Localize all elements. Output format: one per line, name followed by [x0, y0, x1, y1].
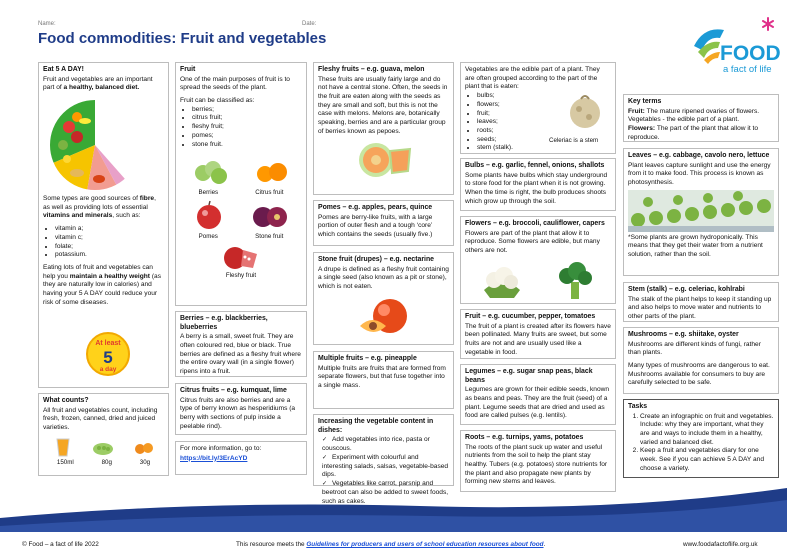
flowers-heading: Flowers – e.g. broccoli, cauliflower, capers [465, 220, 605, 227]
eatwell-plate-image [47, 97, 164, 193]
multiple-fruits-text: Multiple fruits are fruits that are formed from separate flowers, but that fuse together into a single mass. [318, 364, 446, 390]
flowers-panel [460, 216, 616, 304]
stone-fruit-heading: Stone fruit (drupes) – e.g. nectarine [318, 256, 435, 263]
leaves-heading: Leaves – e.g. cabbage, cavolo nero, lettuce [628, 152, 770, 159]
list-item: • berries; [192, 106, 302, 115]
eat-intro: Fruit and vegetables are an important part of a healthy, balanced diet. [43, 75, 153, 92]
logo-word: FOOD [720, 42, 781, 65]
key-term-vegetables: Vegetables - the edible part of a plant. [628, 116, 740, 124]
legumes-text: Legumes are grown for their edible seeds, known as beans and peas. They are the fruit (seed) of a plant. Legume seeds that are dried and used as food are called pulses (e.g. lentils). [465, 386, 610, 420]
list-item: ✓ Vegetables like carrot, parsnip and beetroot can also be added to sweet foods, such as cakes. [322, 480, 449, 506]
melon-image [318, 141, 449, 179]
measure-label: 150ml [56, 458, 74, 466]
footer-copyright: © Food – a fact of life 2022 [22, 541, 99, 548]
dried-apricots-image [133, 437, 155, 457]
leaves-text: Plant leaves capture sunlight and use the energy from it to make food. This process is known as photosynthesis. [628, 161, 771, 187]
key-term-fruit: Fruit: The mature ripened ovaries of flowers. [628, 107, 760, 115]
healthy-weight-text: Eating lots of fruit and vegetables can help you maintain a healthy weight (as they are naturally low in calories) and having your 5 A DAY could reduce your risk of some diseases. [43, 263, 162, 306]
citrus-heading: Citrus fruits – e.g. kumquat, lime [180, 387, 287, 394]
bulbs-text: Some plants have bulbs which stay underground to store food for the plant when it is not growing. When the time is right, the bulb produces shoots which grow up through the soil. [465, 171, 608, 205]
legumes-panel [460, 364, 616, 425]
guidelines-link[interactable]: Guidelines for producers and users of school education resources about food [306, 541, 544, 548]
more-info-panel [175, 441, 307, 475]
what-counts-panel [38, 393, 169, 476]
mushrooms-text-1: Mushrooms are different kinds of fungi, rather than plants. [628, 340, 761, 357]
key-terms-panel [623, 94, 779, 142]
more-info-link[interactable]: https://bit.ly/3ErAcYD [180, 454, 248, 462]
fleshy-fruit-image [221, 244, 261, 272]
tasks-panel [623, 399, 779, 478]
citrus-panel [175, 383, 307, 435]
footer-guidelines: This resource meets the Guidelines for producers and users of school education resources about food. [236, 541, 546, 548]
increasing-veg-heading: Increasing the vegetable content in dishes: [318, 418, 434, 434]
fruit-panel [175, 62, 307, 306]
fibre-text: Some types are good sources of fibre, as well as providing lots of essential vitamins and minerals, such as: [43, 195, 156, 220]
berries-text: A berry is a small, sweet fruit. They are often coloured red, blue or black. True berries are defined as a fleshy fruit where the entire ovary wall (in a single flower) ripens into a fruit. [180, 333, 301, 376]
multiple-fruits-panel [313, 351, 454, 409]
peas-image [92, 437, 114, 457]
legumes-heading: Legumes – e.g. sugar snap peas, black beans [465, 368, 593, 384]
what-counts-text: All fruit and vegetables count, including fresh, frozen, canned, dried and juiced varieties. [43, 406, 158, 432]
list-item: ✓ Experiment with colourful and interesting salads, salsas, vegetable-based dips. [322, 454, 449, 480]
mushrooms-panel [623, 327, 779, 394]
list-item: • folate; [55, 243, 164, 252]
fleshy-fruits-panel [313, 62, 454, 195]
more-info-text: For more information, go to: [180, 445, 262, 452]
footer-wave [0, 478, 787, 538]
list-item: 2. Keep a fruit and vegetables diary for one week. See if you can achieve 5 A DAY and choose a variety. [640, 447, 774, 473]
list-item: • vitamin a; [55, 225, 164, 234]
list-item: • vitamin c; [55, 234, 164, 243]
berries-image [193, 157, 229, 187]
list-item: • potassium. [55, 251, 164, 260]
list-item: • roots; [477, 127, 611, 136]
fruit-heading: Fruit [180, 66, 196, 73]
stem-panel [623, 282, 779, 322]
list-item: • seeds; [477, 136, 611, 145]
list-item: • bulbs; [477, 92, 611, 101]
measure-label: 80g [101, 458, 112, 466]
roots-heading: Roots – e.g. turnips, yams, potatoes [465, 434, 584, 441]
footer-website: www.foodafactoflife.org.uk [683, 541, 758, 548]
food-a-fact-of-life-logo [690, 16, 780, 88]
eat-5-a-day-heading: Eat 5 A DAY! [43, 66, 84, 73]
fruit-veg-panel [460, 309, 616, 359]
list-item: • fruit; [477, 110, 611, 119]
pomes-image [193, 201, 225, 231]
celeriac-caption: Celeriac is a stem [549, 137, 599, 144]
svg-text:a day: a day [99, 366, 117, 373]
list-item: • flowers; [477, 101, 611, 110]
list-item: • fleshy fruit; [192, 123, 302, 132]
flowers-text: Flowers are part of the plant that allow it to reproduce. Some flowers are edible, but many others are not. [465, 229, 600, 255]
citrus-text: Citrus fruits are also berries and are a type of berry known as hesperidiums (a berry with sections of pulp inside a peelable rind). [180, 396, 296, 430]
list-item: • leaves; [477, 118, 611, 127]
pomes-caption: Pomes [198, 233, 218, 241]
list-item: • stone fruit. [192, 141, 302, 150]
berries-heading: Berries – e.g. blackberries, blueberries [180, 315, 268, 331]
list-item: 1. Create an infographic on fruit and vegetables. Include: why they are important, what they are and ways to include them in a healthy, varied and balanced diet. [640, 413, 774, 448]
fleshy-fruit-caption: Fleshy fruit [225, 271, 257, 279]
stone-fruit-image [251, 201, 289, 231]
stem-text: The stalk of the plant helps to keep it standing up and also helps to move water and nutrients to other parts of the plant. [628, 295, 772, 321]
fruit-veg-heading: Fruit – e.g. cucumber, pepper, tomatoes [465, 313, 596, 320]
list-item: • citrus fruit; [192, 114, 302, 123]
list-item: • pomes; [192, 132, 302, 141]
stem-heading: Stem (stalk) – e.g. celeriac, kohlrabi [628, 286, 745, 293]
nutrients-list [55, 225, 164, 260]
stone-fruit-text: A drupe is defined as a fleshy fruit containing a single seed (also known as a pit or stone), which is not eaten. [318, 265, 449, 291]
logo-tagline: a fact of life [723, 64, 772, 75]
measure-label: 30g [139, 458, 151, 466]
roots-text: The roots of the plant suck up water and useful nutrients from the soil to help the plant stay healthy. Tubers (e.g. potatoes) store nutrients for the plant and also propagate new plants by forming new stems and leaves. [465, 443, 608, 486]
increasing-veg-panel [313, 414, 454, 505]
list-item: ✓ Add vegetables into rice, pasta or couscous. [322, 436, 449, 454]
vegetables-panel [460, 62, 616, 154]
leaves-panel [623, 148, 779, 276]
mushrooms-heading: Mushrooms – e.g. shiitake, oyster [628, 331, 739, 338]
key-term-flowers: Flowers: The part of the plant that allow it to reproduce. [628, 125, 759, 141]
citrus-fruit-image [254, 157, 290, 187]
svg-text:At least: At least [95, 340, 121, 347]
citrus-caption: Citrus fruit [255, 189, 284, 197]
five-a-day-badge [85, 331, 131, 377]
what-counts-heading: What counts? [43, 397, 89, 404]
key-terms-heading: Key terms [628, 98, 662, 105]
fruit-intro: One of the main purposes of fruit is to spread the seeds of the plant. [180, 75, 290, 92]
juice-glass-image [53, 437, 73, 457]
multiple-fruits-heading: Multiple fruits – e.g. pineapple [318, 355, 417, 362]
stone-fruit-panel [313, 252, 454, 345]
fruit-veg-text: The fruit of a plant is created after its flowers have been pollinated. Many fruits are sweet, but some fruits are not and are usually used like a vegetable in food. [465, 322, 611, 356]
berries-caption: Berries [198, 189, 219, 197]
vegetables-intro: Vegetables are the edible part of a plant. They are often grouped according to the part of the plant that is eaten: [465, 66, 600, 91]
date-label: Date: [302, 21, 317, 27]
broccoli-image [553, 260, 597, 300]
mushrooms-text-2: Many types of mushrooms are dangerous to eat. Mushrooms available for consumers to buy are carefully selected to be safe. [628, 362, 770, 387]
list-item: • stem (stalk). [477, 144, 611, 153]
hydroponic-lettuce-image [628, 190, 774, 232]
name-label: Name: [38, 21, 56, 27]
pomes-panel [313, 200, 454, 246]
fruit-classified-text: Fruit can be classified as: [180, 97, 255, 105]
page-title: Food commodities: Fruit and vegetables [38, 30, 327, 47]
tasks-list [640, 413, 774, 474]
eat-5-a-day-panel [38, 62, 169, 388]
fleshy-fruits-heading: Fleshy fruits – e.g. guava, melon [318, 66, 425, 73]
hydroponic-note: *Some plants are grown hydroponically. This means that they get their water from a nutrient solution, rather than the soil. [628, 233, 763, 259]
berries-panel [175, 311, 307, 377]
tasks-heading: Tasks [628, 403, 648, 410]
bulbs-panel [460, 158, 616, 211]
fleshy-fruits-text: These fruits are usually fairly large and do not have a central stone. Often, the seeds in the fruit are eaten along with the seeds as they are small and soft, but this is not the case with melons. Melons are, botanically speaking, berries and are a particular group of berries known as pepoes. [318, 75, 448, 135]
bulbs-heading: Bulbs – e.g. garlic, fennel, onions, shallots [465, 162, 605, 169]
fruit-classes-list [192, 106, 302, 150]
stone-fruit-caption: Stone fruit [255, 233, 284, 241]
pomes-text: Pomes are berry-like fruits, with a large portion of outer flesh and a tough ‘core’ which contains the seeds (usually five.) [318, 213, 433, 239]
pomes-heading: Pomes – e.g. apples, pears, quince [318, 204, 433, 211]
svg-text:5: 5 [103, 348, 113, 367]
nectarine-image [318, 296, 449, 340]
cauliflower-image [480, 260, 524, 300]
celeriac-image [565, 91, 605, 131]
